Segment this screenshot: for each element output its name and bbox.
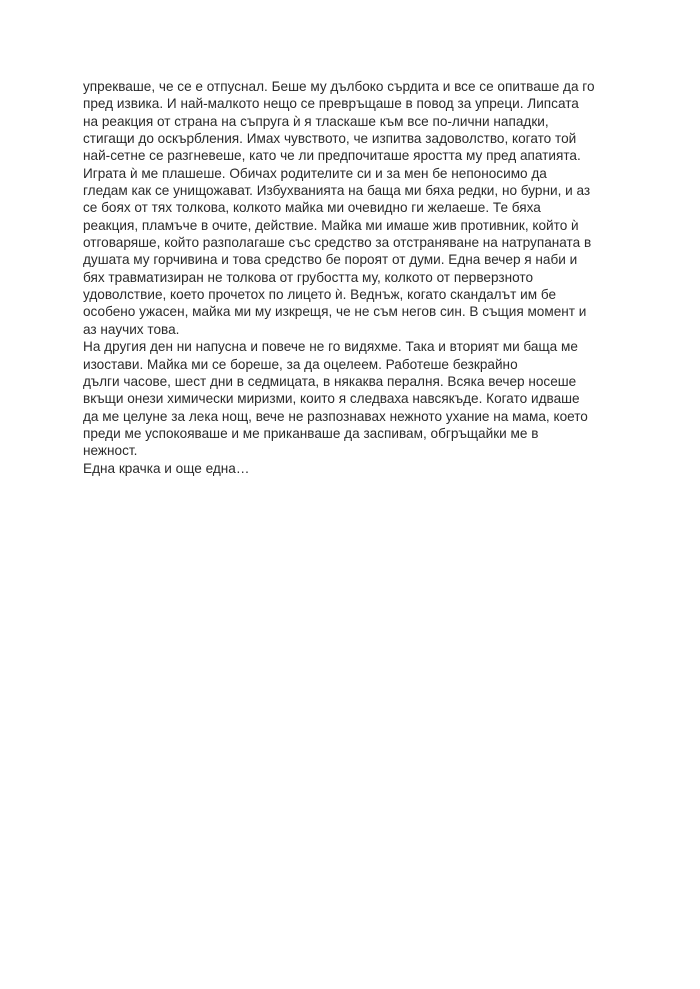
text-line: гледам как се унищожават. Избухванията на баща ми бяха редки, но бурни, и аз [83,183,591,199]
text-line: вкъщи онези химически миризми, които я следваха навсякъде. Когато идваше [83,391,580,407]
text-line: аз научих това. [83,321,180,337]
text-line: да ме целуне за лека нощ, вече не разпознавах нежното ухание на мама, което [83,408,588,424]
text-line: изостави. Майка ми се бореше, за да оцелеем. Работеше безкрайно [83,356,518,372]
text-line: преди ме успокояваше и ме приканваше да заспивам, обгръщайки ме в [83,425,539,441]
text-line: се боях от тях толкова, колкото майка ми очевидно ги желаеше. Те бяха [83,200,541,216]
text-line: душата му горчивина и това средство бе пороят от думи. Една вечер я наби и [83,252,578,268]
text-line: най-сетне се разгневеше, като че ли предпочиташе яростта му пред апатията. [83,148,581,164]
text-line: особено ужасен, майка ми му изкрещя, че не съм негов син. В същия момент и [83,304,587,320]
text-line: отговаряше, който разполагаше със средство за отстраняване на натрупаната в [83,235,592,251]
text-line: стигащи до оскърбления. Имах чувството, че изпитва задоволство, когато той [83,131,577,147]
text-line: пред извика. И най-малкото нещо се превръщаше в повод за упреци. Липсата [83,96,579,112]
body-text [83,78,643,477]
text-line: на реакция от страна на съпруга ѝ я тласкаше към все по-лични нападки, [83,113,549,129]
text-line: На другия ден ни напусна и повече не го видяхме. Така и вторият ми баща ме [83,339,578,355]
text-line: бях травматизиран не толкова от грубостта му, колкото от перверзното [83,269,533,285]
text-line: упрекваше, че се е отпуснал. Беше му дълбоко сърдита и все се опитваше да го [83,79,595,94]
text-line: Една крачка и още една… [83,460,250,476]
text-line: нежност. [83,443,138,459]
text-line: удоволствие, което прочетох по лицето ѝ. Веднъж, когато скандалът им бе [83,287,557,303]
text-line: Играта ѝ ме плашеше. Обичах родителите си и за мен бе непоносимо да [83,165,547,181]
text-line: реакция, пламъче в очите, действие. Майка ми имаше жив противник, който ѝ [83,217,579,233]
text-line: дълги часове, шест дни в седмицата, в някаква пералня. Всяка вечер носеше [83,373,577,389]
